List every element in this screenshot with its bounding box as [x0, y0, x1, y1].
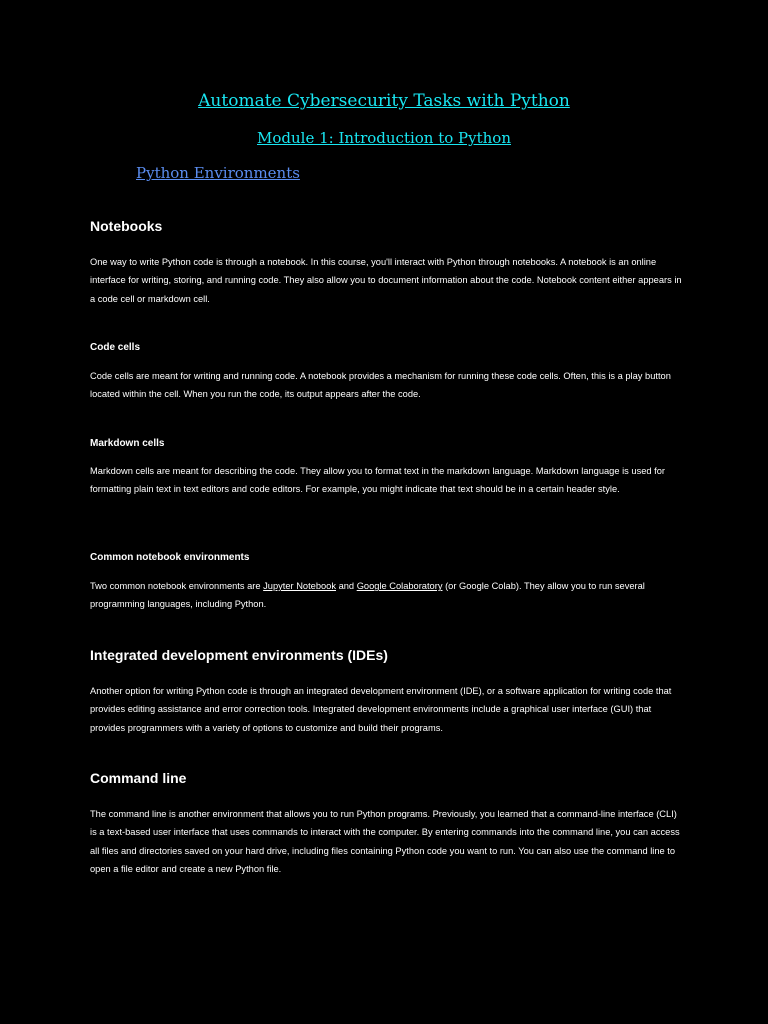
common-environments-paragraph	[90, 577, 685, 614]
document-title: Automate Cybersecurity Tasks with Python	[198, 91, 570, 111]
module-title: Module 1: Introduction to Python	[257, 129, 511, 147]
command-line-paragraph: The command line is another environment that allows you to run Python programs. Previously, you learned that a command-line interface (CLI) is a text-based user interface that uses commands to interact with the computer. By entering commands into the command line, you can access all files and directories saved on your hard drive, including files containing Python code you want to run. You can also use the command line to open a file editor and create a new Python file.	[90, 809, 680, 874]
common-environments-text-mid: and	[336, 581, 357, 591]
code-cells-paragraph: Code cells are meant for writing and running code. A notebook provides a mechanism for running these code cells. Often, this is a play button located within the cell. When you run the code, its output appears after the code.	[90, 371, 671, 400]
notebooks-paragraph: One way to write Python code is through a notebook. In this course, you'll interact with Python through notebooks. A notebook is an online interface for writing, storing, and running code. They also allow you to document information about the code. Notebook content either appears in a code cell or markdown cell.	[90, 257, 682, 304]
google-colaboratory-link[interactable]: Google Colaboratory	[356, 581, 443, 591]
common-environments-text-suffix: (or Google Colab). They allow you to run several programming languages, including Python.	[90, 581, 645, 610]
command-line-heading: Command line	[90, 770, 187, 786]
ides-paragraph: Another option for writing Python code is through an integrated development environment (IDE), or a software application for writing code that provides editing assistance and error correction tools. Integrated development environments include a graphical user interface (GUI) that provides programmers with a variety of options to customize and build their programs.	[90, 686, 672, 733]
ides-heading: Integrated development environments (IDEs)	[90, 647, 388, 663]
markdown-cells-paragraph: Markdown cells are meant for describing the code. They allow you to format text in the markdown language. Markdown language is used for formatting plain text in text editors and code editors. For example, you might indicate that text should be in a certain header style.	[90, 466, 665, 495]
code-cells-heading: Code cells	[90, 342, 141, 353]
common-environments-heading: Common notebook environments	[90, 552, 250, 563]
markdown-cells-heading: Markdown cells	[90, 438, 165, 449]
common-environments-text-prefix: Two common notebook environments are	[90, 581, 264, 591]
notebooks-heading: Notebooks	[90, 218, 163, 234]
topic-title: Python Environments	[136, 164, 300, 182]
jupyter-notebook-link[interactable]: Jupyter Notebook	[263, 581, 336, 591]
